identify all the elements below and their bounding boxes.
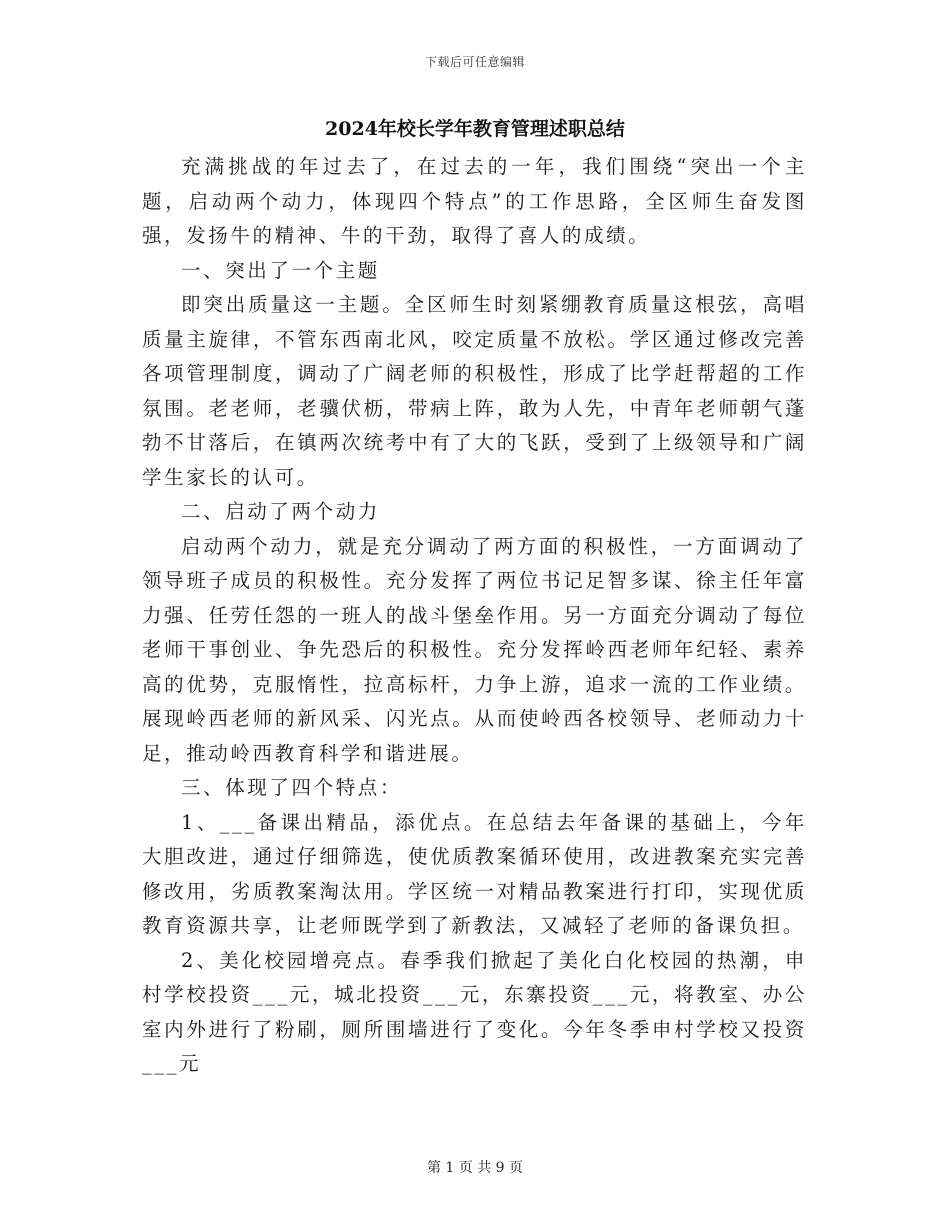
- paragraph-point-2: 2、美化校园增亮点。春季我们掀起了美化白化校园的热潮，申村学校投资___元，城北投资___元，东寨投资___元，将教室、办公室内外进行了粉刷，厕所围墙进行了变化。今年冬季申村学校又投资___元: [142, 948, 807, 1075]
- document-body: [142, 150, 807, 1082]
- section-heading-1: 一、突出了一个主题: [181, 258, 380, 282]
- header-note: 下载后可任意编辑: [424, 55, 525, 69]
- document-title: 2024年校长学年教育管理述职总结: [325, 118, 625, 140]
- section-heading-3: 三、体现了四个特点：: [181, 776, 403, 799]
- page-footer: 第 1 页 共 9 页: [426, 1160, 524, 1176]
- paragraph-section-2: 启动两个动力，就是充分调动了两方面的积极性，一方面调动了领导班子成员的积极性。充分发挥了两位书记足智多谋、徐主任年富力强、任劳任怨的一班人的战斗堡垒作用。另一方面充分调动了每位老师干事创业、争先恐后的积极性。充分发挥岭西老师年纪轻、素养高的优势，克服惰性，拉高标杆，力争上游，追求一流的工作业绩。展现岭西老师的新风采、闪光点。从而使岭西各校领导、老师动力十足，推动岭西教育科学和谐进展。: [142, 534, 807, 765]
- section-heading-2: 二、启动了两个动力: [181, 500, 380, 523]
- paragraph-section-1: 即突出质量这一主题。全区师生时刻紧绷教育质量这根弦，高唱质量主旋律，不管东西南北风，咬定质量不放松。学区通过修改完善各项管理制度，调动了广阔老师的积极性，形成了比学赶帮超的工作氛围。老老师，老骥伏枥，带病上阵，敢为人先，中青年老师朝气蓬勃不甘落后，在镇两次统考中有了大的飞跃，受到了上级领导和广阔学生家长的认可。: [142, 293, 807, 489]
- paragraph-point-1: 1、___备课出精品，添优点。在总结去年备课的基础上，今年大胆改进，通过仔细筛选，使优质教案循环使用，改进教案充实完善修改用，劣质教案淘汰用。学区统一对精品教案进行打印，实现优质教育资源共享，让老师既学到了新教法，又减轻了老师的备课负担。: [142, 810, 807, 937]
- paragraph-intro: 充满挑战的年过去了，在过去的一年，我们围绕“突出一个主题，启动两个动力，体现四个特点”的工作思路，全区师生奋发图强，发扬牛的精神、牛的干劲，取得了喜人的成绩。: [142, 155, 807, 247]
